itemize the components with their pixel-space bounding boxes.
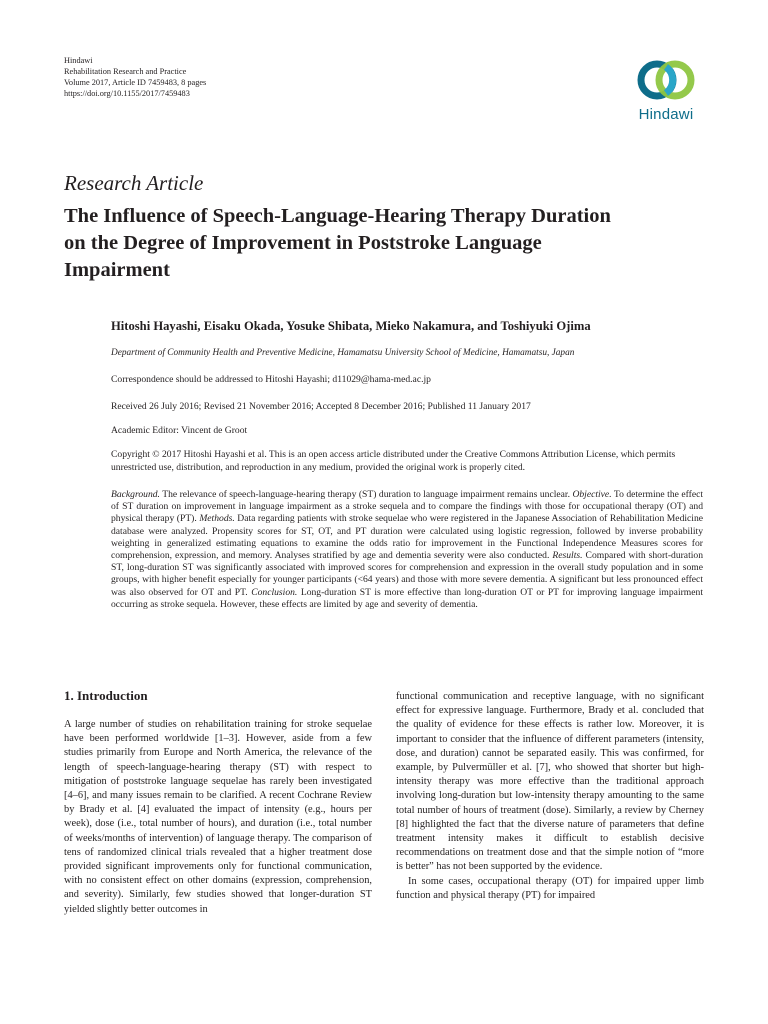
intro-paragraph-3: In some cases, occupational therapy (OT) for impaired upper limb function and physical therapy (PT) for impaired [396,875,704,901]
copyright-notice: Copyright © 2017 Hitoshi Hayashi et al. This is an open access article distributed under the Creative Commons Attribution License, which permits unrestricted use, distribution, and reproduction in any medium, provided the original work is properly cited. [111,449,676,473]
journal-header [64,55,206,99]
abstract-objective: To determine the effect of ST duration on improvement in language impairment as a stroke sequela and to compare the findings with those for occupational therapy (OT) and physical therapy (PT). [111,489,703,525]
abstract-results: Compared with short-duration ST, long-duration ST was significantly associated with improved scores for comprehension and expression in the overall study population and in some groups, with higher benefit especially for younger participants (<64 years) and those with more severe dementia. A significant but less pronounced effect was also observed for OT and PT. [111,550,703,598]
abstract-objective-label: Objective. [572,489,612,500]
affiliation: Department of Community Health and Preventive Medicine, Hamamatsu University School of Medicine, Hamamatsu, Japan [111,348,575,358]
hindawi-rings-icon [636,58,696,102]
intro-paragraph-2: functional communication and receptive language, with no significant effect for expressive language. Furthermore, Brady et al. concluded that the quality of evidence for these effects is rather low. Moreover, it is important to consider that the influence of different parameters (intensity, dose, and duration) cannot be separated easily. This was confirmed, for example, by Pulvermüller et al. [7], who showed that shorter but high-intensity therapy was more effective than the traditional approach involving long-duration but low-intensity therapy amounting to the same total number of hours of treatment (dose). Similarly, a review by Cherney [8] highlighted the fact that the diverse nature of parameters that define treatment intensity makes it difficult to establish decisive recommendations on treatment dose and that the simple notion of “more is better” has not been supported by the evidence. [396,691,704,873]
correspondence-line: Correspondence should be addressed to Hitoshi Hayashi; d11029@hama-med.ac.jp [111,374,431,385]
body-column-left [64,718,372,917]
abstract-conclusion: Long-duration ST is more effective than long-duration OT or PT for improving language impairment occurring as stroke sequela. However, these effects are limited by age and severity of dementia. [111,586,703,610]
author-list: Hitoshi Hayashi, Eisaku Okada, Yosuke Shibata, Mieko Nakamura, and Toshiyuki Ojima [111,319,591,333]
abstract-conclusion-label: Conclusion. [251,586,298,598]
publication-dates: Received 26 July 2016; Revised 21 November 2016; Accepted 8 December 2016; Published 11 January 2017 [111,401,531,412]
abstract-background: The relevance of speech-language-hearing therapy (ST) duration to language impairment remains unclear. [159,489,573,500]
abstract-methods: Data regarding patients with stroke sequelae who were registered in the Japanese Association of Rehabilitation Medicine database were analyzed. Propensity scores for ST, OT, and PT duration were calculated using logistic regression, followed by inverse probability weighting in generalized estimating equations to examine the odds ratio for improvement in the Functional Independence Measures scores for comprehension, expression, and memory. Analyses stratified by age and dementia severity were also conducted. [111,513,704,562]
abstract-methods-label: Methods. [199,513,235,525]
article-title: The Influence of Speech-Language-Hearing Therapy Duration on the Degree of Improvement in Poststroke Language Impairment [64,205,611,281]
journal-name: Rehabilitation Research and Practice [64,67,187,76]
publisher-name: Hindawi [64,56,93,65]
body-column-right [396,690,704,903]
article-type: Research Article [64,171,204,195]
volume-line: Volume 2017, Article ID 7459483, 8 pages [64,78,207,87]
abstract-background-label: Background. [111,489,160,500]
introduction-heading: 1. Introduction [64,688,148,703]
hindawi-logo [624,58,708,133]
abstract-results-label: Results. [552,550,583,562]
logo-wordmark: Hindawi [638,106,694,123]
intro-paragraph-1: A large number of studies on rehabilitation training for stroke sequelae have been performed worldwide [1–3]. However, aside from a few studies primarily from Europe and North America, the relevance of the length of speech-language-hearing therapy (ST) with respect to mitigation of poststroke language sequelae has rarely been investigated [4–6], and many issues remain to be clarified. A recent Cochrane Review by Brady et al. [4] evaluated the impact of intensity (e.g., hours per week), dose (i.e., total number of hours), and duration (i.e., total number of weeks/months of intervention) of language therapy. The comparison of tens of randomized clinical trials revealed that a higher treatment dose provided significant improvements only for functional communication, with no consistent effect on other domains (expression, comprehension, and severity). Similarly, few studies showed that longer-duration ST yielded slightly better outcomes in [64,719,372,915]
abstract [111,489,703,611]
academic-editor: Academic Editor: Vincent de Groot [111,425,248,436]
doi-link[interactable]: https://doi.org/10.1155/2017/7459483 [64,89,190,98]
